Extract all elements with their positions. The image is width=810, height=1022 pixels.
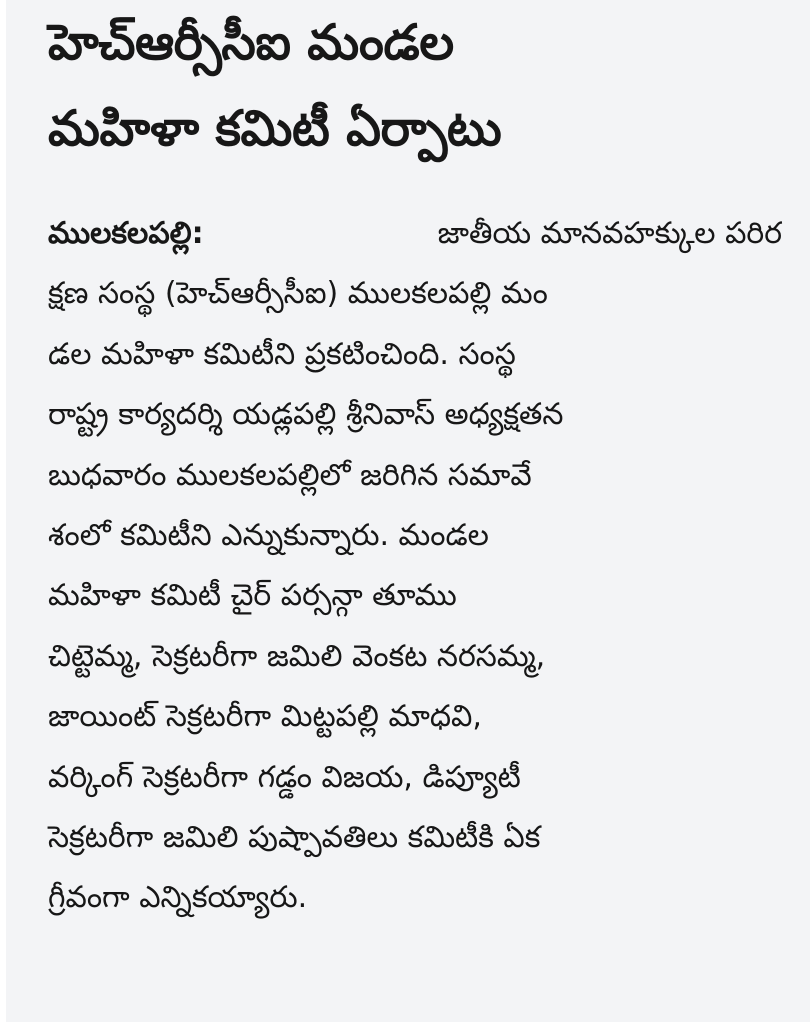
headline-line-1: హెచ్ఆర్సీసీఐ మండల <box>48 14 454 71</box>
article-line: బుధవారం ములకలపల్లిలో జరిగిన సమావే <box>48 457 532 493</box>
article-line: జాయింట్ సెక్రటరీగా మిట్టపల్లి మాధవి, <box>48 699 482 735</box>
article-line: క్షణ సంస్థ (హెచ్ఆర్సీసీఐ) ములకలపల్లి మం <box>48 276 548 312</box>
headline-line-2: మహిళా కమిటీ ఏర్పాటు <box>48 99 502 157</box>
article-text: జాతీయ మానవహక్కుల పరిర <box>437 215 782 251</box>
dateline: ములకలపల్లి: <box>48 215 204 251</box>
article-line: డల మహిళా కమిటీని ప్రకటించింది. సంస్థ <box>48 336 516 372</box>
article-body <box>48 204 782 929</box>
news-article <box>6 0 810 1022</box>
article-line: వర్కింగ్ సెక్రటరీగా గడ్డం విజయ, డిప్యూటీ <box>48 759 521 795</box>
article-line: శంలో కమిటీని ఎన్నుకున్నారు. మండల <box>48 517 489 553</box>
article-line: మహిళా కమిటీ చైర్ పర్సన్గా తూము <box>48 578 457 614</box>
article-line: గ్రీవంగా ఎన్నికయ్యారు. <box>48 880 308 916</box>
article-line: రాష్ట్ర కార్యదర్శి యడ్లపల్లి శ్రీనివాస్ అధ్యక్షతన <box>48 397 564 433</box>
article-line: చిట్టెమ్మ, సెక్రటరీగా జమిలి వెంకట నరసమ్మ, <box>48 638 546 674</box>
article-line <box>48 204 782 264</box>
headline <box>48 14 782 157</box>
article-line: సెక్రటరీగా జమిలి పుష్పావతిలు కమిటీకి ఏక <box>48 820 541 855</box>
